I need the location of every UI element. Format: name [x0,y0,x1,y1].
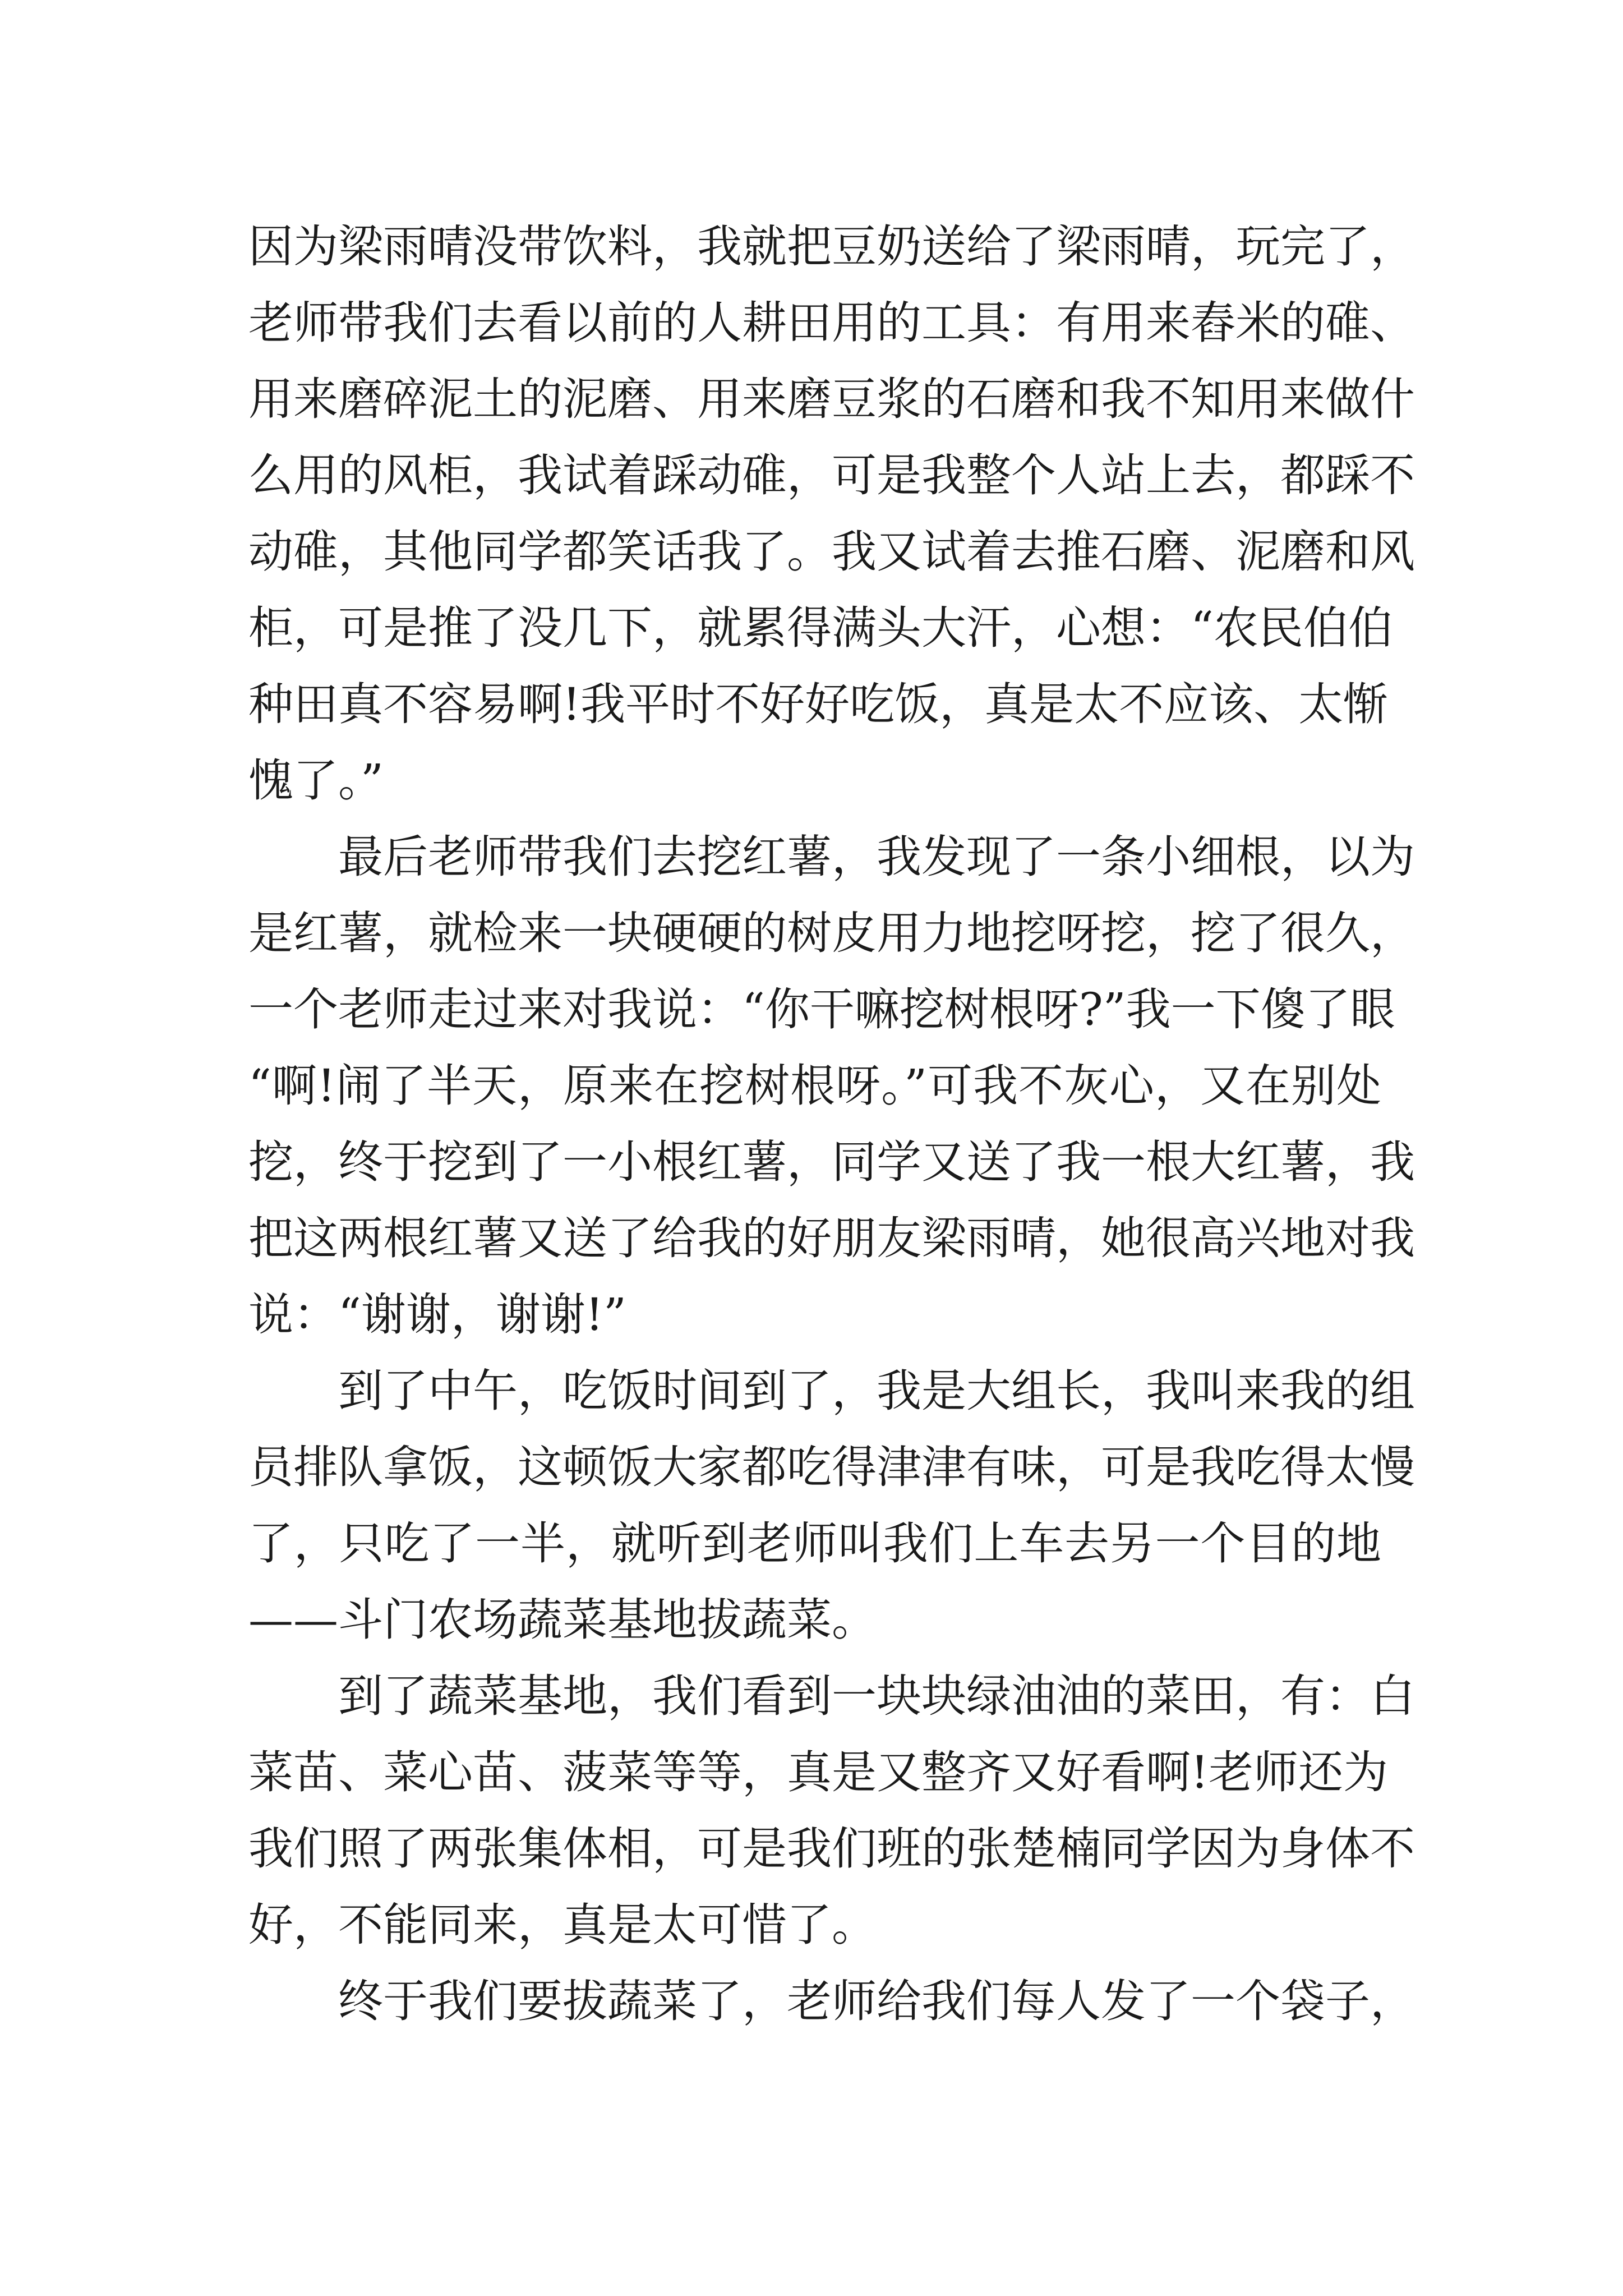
paragraph-3-line-4: ——斗门农场蔬菜基地拔蔬菜。 [248,1594,877,1646]
paragraph-4-line-3: 我们照了两张集体相，可是我们班的张楚楠同学因为身体不 [248,1823,1415,1875]
paragraph-2-line-4: “啊!闹了半天，原来在挖树根呀。”可我不灰心，又在别处 [248,1060,1381,1112]
paragraph-1-line-7: 种田真不容易啊!我平时不好好吃饭，真是太不应该、太惭 [248,678,1389,730]
paragraph-1-line-5: 动碓，其他同学都笑话我了。我又试着去推石磨、泥磨和风 [248,526,1415,578]
paragraph-1-line-2: 老师带我们去看以前的人耕田用的工具：有用来舂米的碓、 [248,297,1415,349]
paragraph-4-line-1: 到了蔬菜基地，我们看到一块块绿油油的菜田，有：白 [338,1670,1415,1722]
paragraph-1-line-3: 用来磨碎泥土的泥磨、用来磨豆浆的石磨和我不知用来做什 [248,373,1415,425]
paragraph-4-line-4: 好，不能同来，真是太可惜了。 [248,1899,877,1951]
paragraph-3-line-2: 员排队拿饭，这顿饭大家都吃得津津有味，可是我吃得太慢 [248,1441,1415,1493]
paragraph-2-line-2: 是红薯，就检来一块硬硬的树皮用力地挖呀挖，挖了很久， [248,907,1415,959]
paragraph-2-line-6: 把这两根红薯又送了给我的好朋友梁雨晴，她很高兴地对我 [248,1212,1415,1264]
paragraph-1-line-8: 愧了。” [248,754,384,807]
paragraph-3-line-1: 到了中午，吃饭时间到了，我是大组长，我叫来我的组 [338,1365,1415,1417]
paragraph-4-line-2: 菜苗、菜心苗、菠菜等等，真是又整齐又好看啊!老师还为 [248,1746,1389,1798]
paragraph-2-line-1: 最后老师带我们去挖红薯，我发现了一条小细根，以为 [338,831,1415,883]
paragraph-3-line-3: 了，只吃了一半，就听到老师叫我们上车去另一个目的地 [248,1517,1381,1570]
paragraph-2-line-5: 挖，终于挖到了一小根红薯，同学又送了我一根大红薯，我 [248,1136,1415,1188]
paragraph-2-line-3: 一个老师走过来对我说：“你干嘛挖树根呀?”我一下傻了眼 [248,983,1395,1036]
paragraph-1-line-1: 因为梁雨晴没带饮料，我就把豆奶送给了梁雨晴，玩完了， [248,220,1415,273]
paragraph-1-line-4: 么用的风柜，我试着踩动碓，可是我整个人站上去，都踩不 [248,449,1415,501]
paragraph-1-line-6: 柜，可是推了没几下，就累得满头大汗，心想：“农民伯伯 [248,602,1393,654]
paragraph-2-line-7: 说：“谢谢，谢谢!” [248,1289,626,1341]
paragraph-5-line-1: 终于我们要拔蔬菜了，老师给我们每人发了一个袋子， [338,1975,1415,2027]
